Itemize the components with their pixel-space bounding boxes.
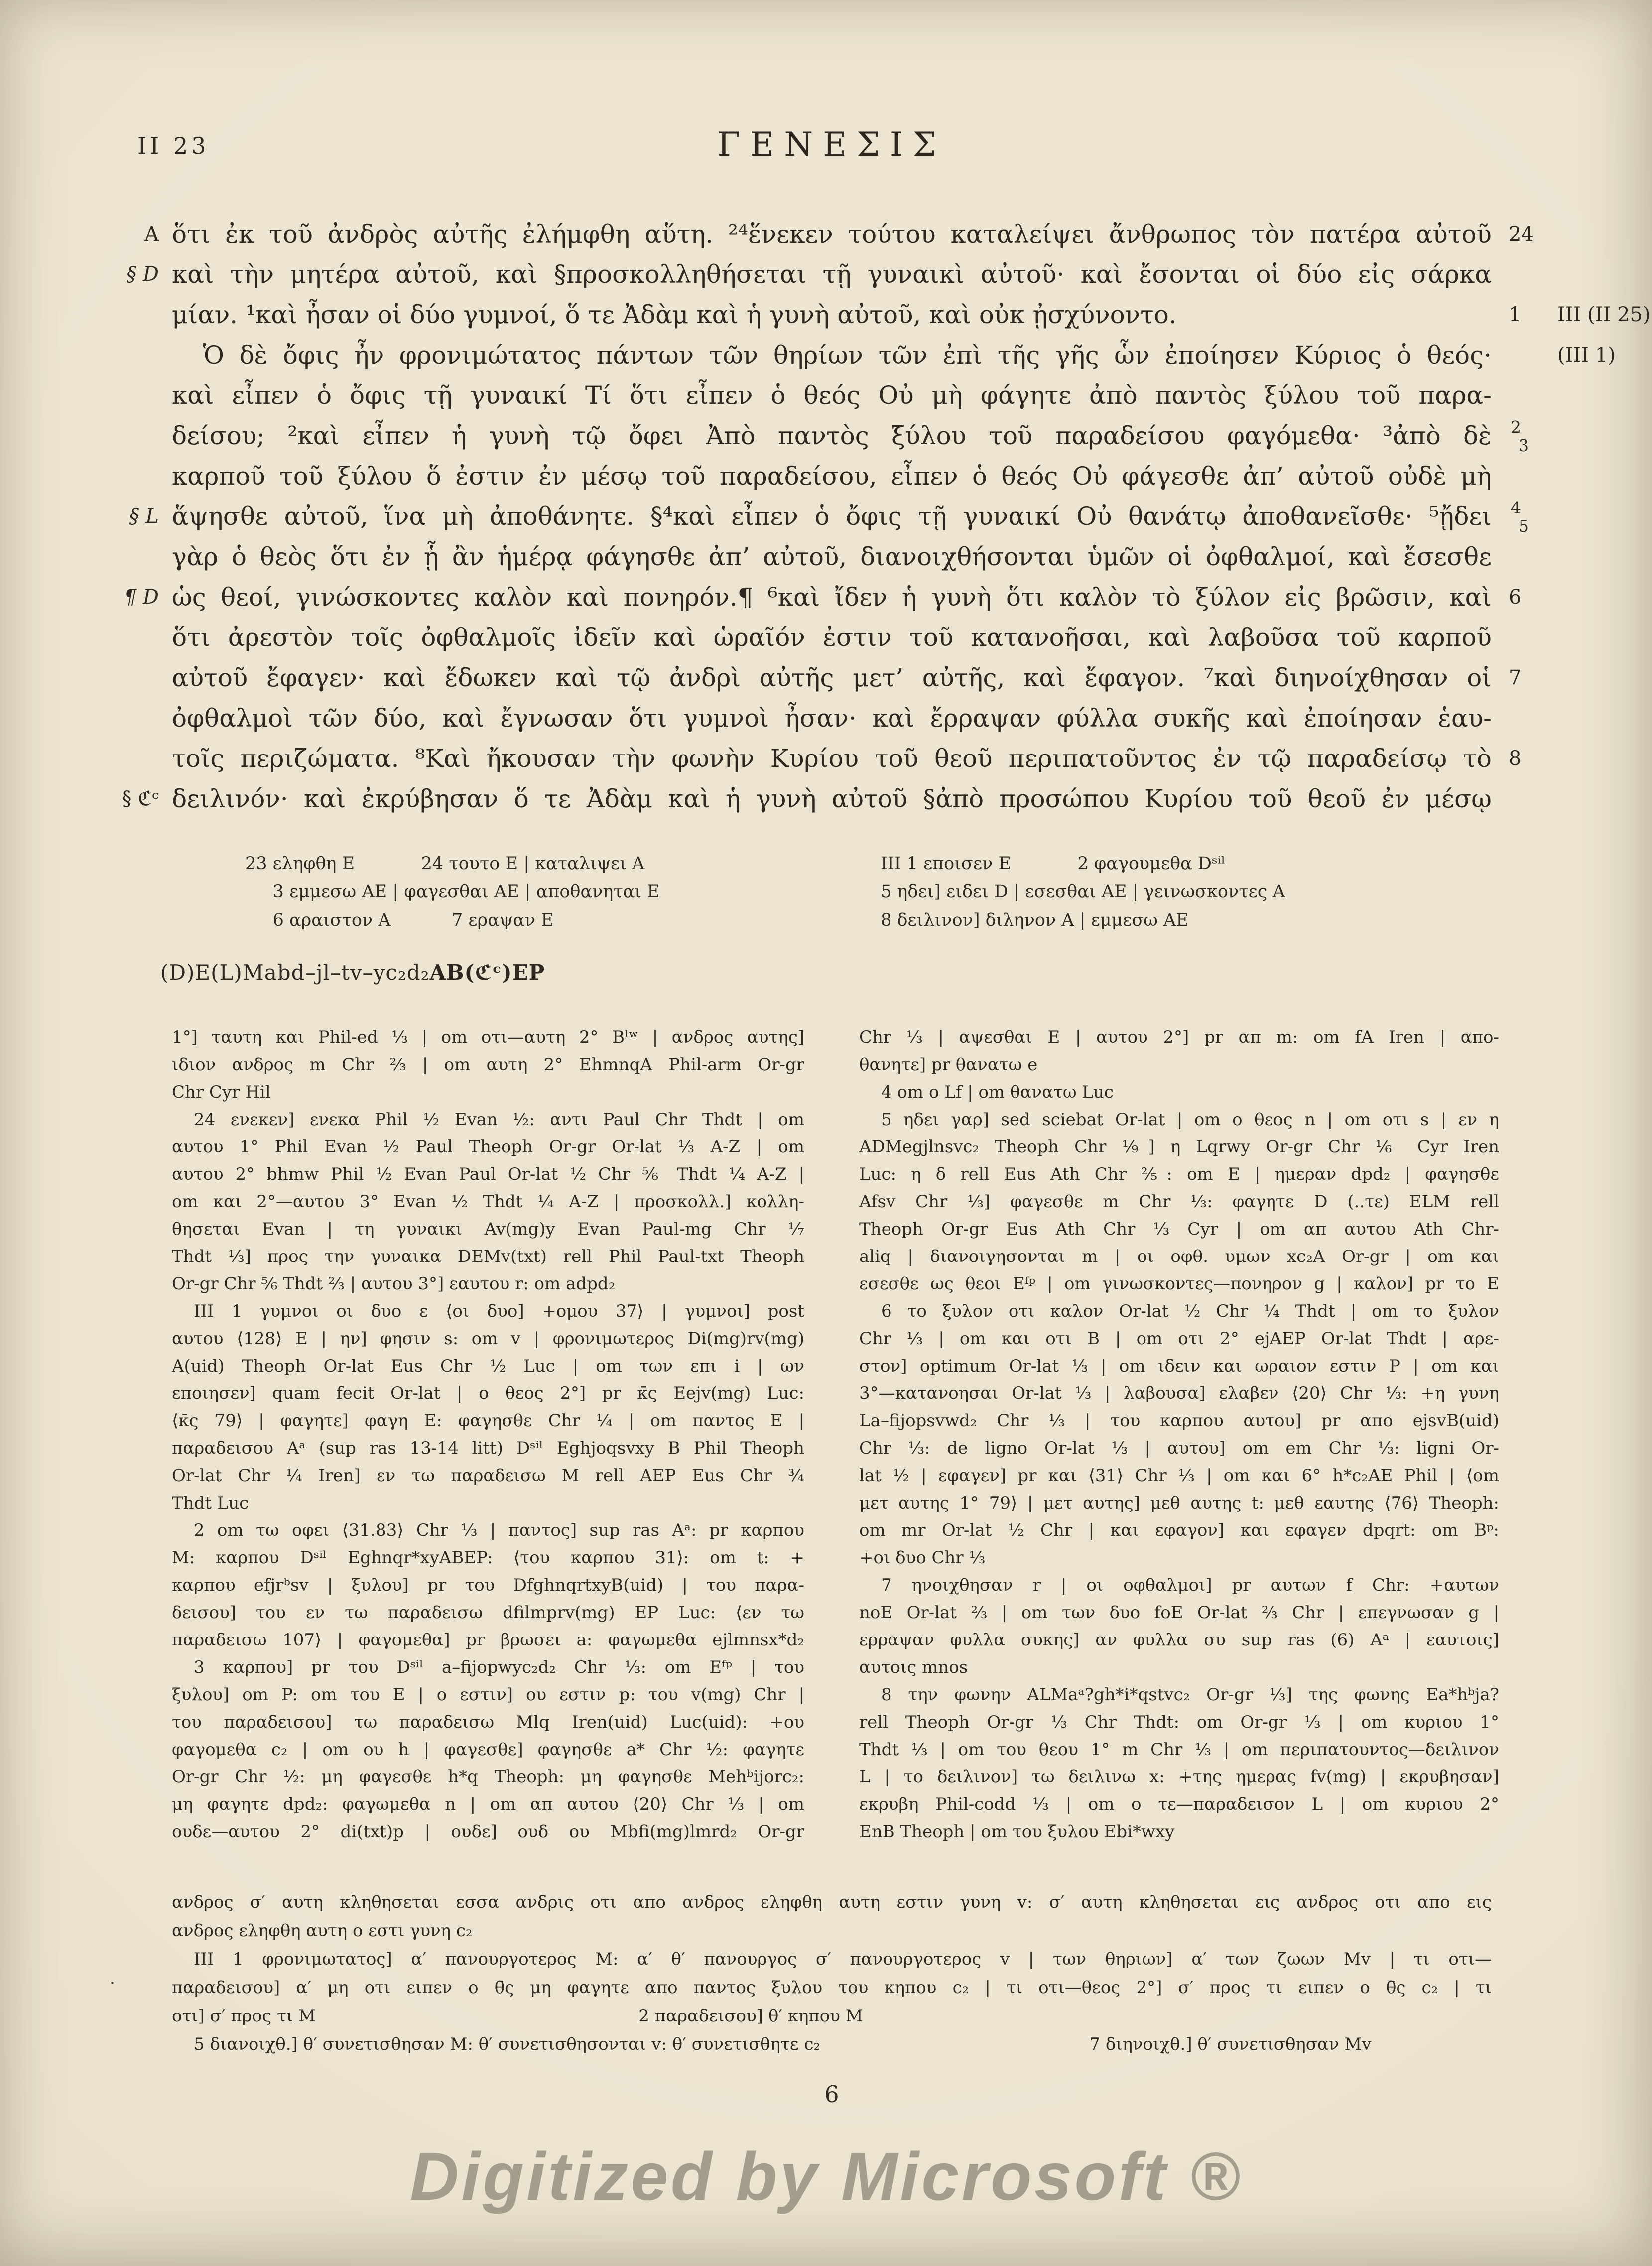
line-text: III 1 εποισεν E 2 φαγουμεθα Dˢⁱˡ: [881, 854, 1226, 874]
line-text: Or-gr Chr ⅚ Thdt ⅔ | αυτου 3°] εαυτου r: om adpd₂: [172, 1274, 616, 1294]
line-text: αυτου 2° bhmw Phil ½ Evan Paul Or-lat ½ Chr ⅚ Thdt ¼ A-Z |: [172, 1164, 804, 1184]
scripture-line: [172, 618, 1492, 658]
line-text: δείσου; ²καὶ εἶπεν ἡ γυνὴ τῷ ὄφει Ἀπὸ παντὸς ξύλου τοῦ παραδείσου φαγόμεθα· ³ἀπὸ δὲ: [172, 421, 1492, 450]
line-text: 3°—κατανοησαι Or-lat ⅓ | λαβουσα] ελαβεν ⟨20⟩ Chr ⅓: +η γυνη: [859, 1384, 1499, 1403]
hexaplaric-note-line: [172, 2030, 1492, 2059]
margin-siglum: § D: [127, 263, 159, 286]
apparatus-line: [859, 1106, 1499, 1133]
apparatus-line: [859, 1818, 1499, 1846]
apparatus-line: [172, 1818, 804, 1846]
apparatus-line: [172, 1133, 804, 1161]
minor-apparatus-left-column: [245, 850, 660, 935]
scripture-line: [172, 416, 1529, 456]
line-text: αυτου ⟨128⟩ E | ην] φησιν s: om v | φρονιμωτερος Di(mg)rv(mg): [172, 1329, 804, 1349]
line-text: 23 εληφθη E 24 τουτο E | καταλιψει A: [245, 854, 645, 874]
hexaplaric-note-line: [172, 1945, 1492, 1974]
line-text: γὰρ ὁ θεὸς ὅτι ἐν ᾗ ἂν ἡμέρᾳ φάγησθε ἀπ’ αὐτοῦ, διανοιχθήσονται ὑμῶν οἱ ὀφθαλμοί, καὶ ἔσεσθε: [172, 542, 1492, 571]
line-text: Thdt ⅓] προς την γυναικα DEMv(txt) rell Phil Paul-txt Theoph: [172, 1247, 804, 1266]
line-text: οτι] σ′ προς τι M 2 παραδεισου] θ′ κηπου M: [172, 2006, 863, 2026]
hexaplaric-note-line: [172, 1974, 1492, 2002]
verse-number: 4 5: [1511, 498, 1529, 536]
scripture-line: [172, 658, 1522, 698]
line-text: εκρυβη Phil-codd ⅓ | om ο τε—παραδεισον L | om κυριου 2°: [859, 1794, 1499, 1814]
scripture-text-block: [122, 214, 1651, 819]
scripture-line: [129, 497, 1529, 537]
line-text: ξυλου] om P: om του E | ο εστιν] ου εστιν p: του v(mg) Chr |: [172, 1685, 804, 1705]
line-text: Thdt ⅓ | om του θεου 1° m Chr ⅓ | om περιπατουντος—δειλινον: [859, 1740, 1499, 1760]
line-text: 4 om ο Lf | om θανατω Luc: [881, 1082, 1114, 1102]
apparatus-line: [172, 1079, 804, 1106]
apparatus-line: [172, 1681, 804, 1709]
line-text: αυτοις mnos: [859, 1657, 968, 1677]
line-text: III 1 φρονιμωτατος] α′ πανουργοτερος M: α′ θ′ πανουργος σ′ πανουργοτερος v | των θηριων] α′ των ζωων Mv | τι οτι—: [194, 1949, 1492, 1969]
line-text: noE Or-lat ⅔ | om των δυο foE Or-lat ⅔ Chr | επεγνωσαν g |: [859, 1603, 1499, 1623]
minor-apparatus-line: [881, 906, 1285, 935]
line-text: A(uid) Theoph Or-lat Eus Chr ½ Luc | om των επι i | ων: [172, 1356, 804, 1376]
line-text: 1°] ταυτη και Phil-ed ⅓ | om οτι—αυτη 2° Bˡʷ | ανδρος αυτης]: [172, 1027, 804, 1047]
witness-sigla-line: [160, 960, 545, 985]
margin-siglum: § ℭᶜ: [122, 787, 159, 810]
apparatus-line: [172, 1572, 804, 1599]
line-text: ανδρος εληφθη αυτη ο εστι γυνη c₂: [172, 1921, 473, 1941]
margin-siglum: § L: [129, 505, 159, 528]
apparatus-line: [859, 1161, 1499, 1188]
line-text: αυτου 1° Phil Evan ½ Paul Theoph Or-gr Or-lat ⅓ A-Z | om: [172, 1137, 804, 1157]
scripture-line: [127, 254, 1492, 295]
line-text: 3 εμμεσω AE | φαγεσθαι AE | αποθανηται E: [245, 882, 660, 902]
line-text: ἅψησθε αὐτοῦ, ἵνα μὴ ἀποθάνητε. §⁴καὶ εἶπεν ὁ ὄφις τῇ γυναικί Οὐ θανάτῳ ἀποθανεῖσθε· ⁵ᾔδει: [172, 502, 1492, 531]
line-text: 24 ενεκεν] ενεκα Phil ½ Evan ½: αντι Paul Chr Thdt | om: [194, 1110, 804, 1130]
scripture-line: [172, 739, 1522, 779]
apparatus-line: [172, 1709, 804, 1736]
page-title: ΓΕΝΕΣΙΣ: [717, 126, 946, 164]
apparatus-line: [172, 1627, 804, 1654]
apparatus-line: [859, 1736, 1499, 1763]
scripture-line: [122, 779, 1492, 819]
apparatus-line: [859, 1654, 1499, 1681]
hexaplaric-note-line: [172, 2002, 1492, 2030]
apparatus-line: [859, 1709, 1499, 1736]
line-text: rell Theoph Or-gr ⅓ Chr Thdt: om Or-gr ⅓ | om κυριου 1°: [859, 1712, 1499, 1732]
line-text: ανδρος σ′ αυτη κληθησεται εσσα ανδρις οτι απο ανδρος εληφθη αυτη εστιν γυνη v: σ′ αυτη κληθησεται εις ανδρος οτι απο εις: [172, 1892, 1492, 1912]
apparatus-line: [859, 1627, 1499, 1654]
apparatus-line: [859, 1407, 1499, 1435]
apparatus-line: [859, 1353, 1499, 1380]
margin-reference: III (II 25): [1557, 303, 1651, 326]
line-text: M: καρπου Dˢⁱˡ Eghnqr*xyABEP: ⟨του καρπου 31⟩: om t: +: [172, 1548, 804, 1568]
apparatus-line: [859, 1462, 1499, 1490]
line-text: θησεται Evan | τη γυναικι Av(mg)y Evan Paul-mg Chr ⅐: [172, 1219, 804, 1239]
apparatus-line: [172, 1051, 804, 1079]
line-text: ⟨κ̄ς 79⟩ | φαγητε] φαγη E: φαγησθε Chr ¼ | om παντος E |: [172, 1411, 804, 1431]
apparatus-line: [172, 1161, 804, 1188]
version-sigla: AB(ℭᶜ)EP: [429, 960, 545, 985]
line-text: L | το δειλινον] τω δειλινω x: +της ημερας fv(mg) | εκρυβησαν]: [859, 1767, 1499, 1787]
apparatus-line: [172, 1599, 804, 1627]
apparatus-line: [859, 1791, 1499, 1818]
line-text: Theoph Or-gr Eus Ath Chr ⅓ Cyr | om απ αυτου Ath Chr-: [859, 1219, 1499, 1239]
page-number: 6: [824, 2081, 839, 2108]
verse-number: 8: [1509, 747, 1522, 770]
line-text: EnB Theoph | om του ξυλου Ebi*wxy: [859, 1822, 1175, 1842]
folio-reference: II 23: [137, 132, 210, 159]
line-text: III 1 γυμνοι οι δυο ε ⟨οι δυο] +ομου 37⟩ | γυμνοι] post: [194, 1301, 804, 1321]
apparatus-line: [172, 1791, 804, 1818]
apparatus-line: [172, 1462, 804, 1490]
apparatus-line: [172, 1325, 804, 1353]
apparatus-line: [859, 1133, 1499, 1161]
apparatus-line: [859, 1325, 1499, 1353]
line-text: om και 2°—αυτου 3° Evan ½ Thdt ¼ A-Z | προσκολλ.] κολλη-: [172, 1192, 804, 1212]
apparatus-line: [172, 1298, 804, 1325]
verse-number: 1: [1509, 303, 1522, 326]
apparatus-line: [172, 1380, 804, 1407]
line-text: θανητε] pr θανατω e: [859, 1055, 1038, 1075]
scripture-line: [172, 698, 1492, 739]
apparatus-line: [859, 1599, 1499, 1627]
line-text: δειλινόν· καὶ ἐκρύβησαν ὅ τε Ἀδὰμ καὶ ἡ γυνὴ αὐτοῦ §ἀπὸ προσώπου Κυρίου τοῦ θεοῦ ἐν μέσῳ: [172, 784, 1492, 813]
apparatus-line: [859, 1681, 1499, 1709]
line-text: καὶ τὴν μητέρα αὐτοῦ, καὶ §προσκολληθήσεται τῇ γυναικὶ αὐτοῦ· καὶ ἔσονται οἱ δύο εἰς σάρκα: [172, 260, 1492, 289]
line-text: Or-lat Chr ¼ Iren] εν τω παραδεισω M rell AEP Eus Chr ¾: [172, 1466, 804, 1486]
apparatus-line: [859, 1544, 1499, 1572]
verse-number: 7: [1509, 666, 1522, 689]
line-text: Chr ⅓: de ligno Or-lat ⅓ | αυτου] om em Chr ⅓: ligni Or-: [859, 1438, 1499, 1458]
apparatus-line: [859, 1079, 1499, 1106]
line-text: ὀφθαλμοὶ τῶν δύο, καὶ ἔγνωσαν ὅτι γυμνοὶ ἦσαν· καὶ ἔρραψαν φύλλα συκῆς καὶ ἐποίησαν ἑαυ-: [172, 704, 1492, 733]
apparatus-line: [859, 1298, 1499, 1325]
verse-number: 24: [1509, 223, 1534, 246]
apparatus-line: [172, 1216, 804, 1243]
line-text: εποιησεν] quam fecit Or-lat | ο θεος 2°] pr κ̄ς Eejv(mg) Luc:: [172, 1384, 804, 1403]
apparatus-line: [859, 1270, 1499, 1298]
apparatus-line: [172, 1243, 804, 1270]
apparatus-line: [859, 1216, 1499, 1243]
line-text: 6 αραιστον A 7 εραψαν E: [245, 910, 554, 930]
line-text: Chr ⅓ | om και οτι B | om οτι 2° ejAEP Or-lat Thdt | αρε-: [859, 1329, 1499, 1349]
scripture-line: [124, 577, 1522, 618]
line-text: εσεσθε ως θεοι Eᶠᵖ | om γινωσκοντες—πονηρον g | καλον] pr το E: [859, 1274, 1499, 1294]
line-text: Chr Cyr Hil: [172, 1082, 271, 1102]
apparatus-line: [172, 1654, 804, 1681]
line-text: μετ αυτης 1° 79⟩ | μετ αυτης] μεθ αυτης t: μεθ εαυτης ⟨76⟩ Theoph:: [859, 1493, 1499, 1513]
apparatus-line: [172, 1490, 804, 1517]
line-text: aliq | διανοιγησονται m | οι οφθ. υμων xc₂A Or-gr | om και: [859, 1247, 1499, 1266]
critical-apparatus-right-column: [859, 1024, 1499, 1846]
apparatus-line: [859, 1243, 1499, 1270]
hexaplaric-notes-block: [172, 1888, 1492, 2059]
apparatus-line: [859, 1188, 1499, 1216]
line-text: μη φαγητε dpd₂: φαγωμεθα n | om απ αυτου ⟨20⟩ Chr ⅓ | om: [172, 1794, 804, 1814]
line-text: 5 ηδει] ειδει D | εσεσθαι AE | γεινωσκοντες A: [881, 882, 1285, 902]
line-text: Afsv Chr ⅓] φαγεσθε m Chr ⅓: φαγητε D (..τε) ELM rell: [859, 1192, 1499, 1212]
line-text: Thdt Luc: [172, 1493, 249, 1513]
scripture-line: [144, 214, 1534, 254]
hexaplaric-note-line: [172, 1917, 1492, 1945]
scripture-line: [172, 335, 1616, 376]
line-text: ADMegjlnsvc₂ Theoph Chr ⅑] η Lqrwy Or-gr Chr ⅙ Cyr Iren: [859, 1137, 1499, 1157]
apparatus-line: [859, 1435, 1499, 1462]
line-text: 3 καρπου] pr του Dˢⁱˡ a–fijopwyc₂d₂ Chr ⅓: om Eᶠᵖ | του: [194, 1657, 804, 1677]
line-text: του παραδεισου] τω παραδεισω Mlq Iren(uid) Luc(uid): +ου: [172, 1712, 804, 1732]
margin-siglum: A: [144, 223, 159, 246]
scripture-line: [172, 456, 1492, 497]
line-text: δεισου] του εν τω παραδεισω dfilmprv(mg) EP Luc: ⟨εν τω: [172, 1603, 804, 1623]
line-text: Luc: η δ rell Eus Ath Chr ⅖: om E | ημεραν dpd₂ | φαγησθε: [859, 1164, 1499, 1184]
line-text: ὡς θεοί, γινώσκοντες καλὸν καὶ πονηρόν.¶ ⁶καὶ ἴδεν ἡ γυνὴ ὅτι καλὸν τὸ ξύλον εἰς βρῶσιν, καὶ: [172, 583, 1492, 612]
verse-number: 2 3: [1511, 417, 1529, 455]
apparatus-line: [172, 1024, 804, 1051]
line-text: τοῖς περιζώματα. ⁸Καὶ ἤκουσαν τὴν φωνὴν Κυρίου τοῦ θεοῦ περιπατοῦντος ἐν τῷ παραδείσῳ τὸ: [172, 744, 1492, 773]
line-text: παραδεισω 107⟩ | φαγομεθα] pr βρωσει a: φαγωμεθα ejlmnsx*d₂: [172, 1630, 804, 1650]
line-text: 2 om τω οφει ⟨31.83⟩ Chr ⅓ | παντος] sup ras Aᵃ: pr καρπου: [194, 1520, 804, 1540]
line-text: om mr Or-lat ½ Chr | και εφαγον] και εφαγεν dpqrt: om Bᵖ:: [859, 1520, 1499, 1540]
verse-number: 6: [1509, 586, 1522, 609]
apparatus-line: [859, 1024, 1499, 1051]
line-text: ὅτι ἐκ τοῦ ἀνδρὸς αὐτῆς ἐλήμφθη αὕτη. ²⁴ἕνεκεν τούτου καταλείψει ἄνθρωπος τὸν πατέρα αὐτοῦ: [172, 220, 1492, 249]
line-text: 5 ηδει γαρ] sed sciebat Or-lat | om ο θεος n | om οτι s | εν η: [881, 1110, 1499, 1130]
margin-mark: ·: [110, 1973, 115, 1993]
minor-apparatus-line: [881, 850, 1285, 878]
line-text: ερραψαν φυλλα συκης] αν φυλλα συ sup ras (6) Aᵃ | εαυτοις]: [859, 1630, 1499, 1650]
line-text: Chr ⅓ | αψεσθαι E | αυτου 2°] pr απ m: om fA Iren | απο-: [859, 1027, 1499, 1047]
line-text: 6 το ξυλον οτι καλον Or-lat ½ Chr ¼ Thdt | om το ξυλον: [881, 1301, 1499, 1321]
margin-siglum: ¶ D: [124, 586, 159, 609]
apparatus-line: [172, 1407, 804, 1435]
apparatus-line: [172, 1544, 804, 1572]
apparatus-line: [859, 1380, 1499, 1407]
minor-apparatus-line: [245, 878, 660, 906]
apparatus-line: [859, 1517, 1499, 1544]
minor-apparatus-line: [245, 906, 660, 935]
minor-apparatus-line: [881, 878, 1285, 906]
minor-apparatus-line: [245, 850, 660, 878]
apparatus-line: [172, 1763, 804, 1791]
line-text: +οι δυο Chr ⅓: [859, 1548, 986, 1568]
line-text: 5 διανοιχθ.] θ′ συνετισθησαν M: θ′ συνετισθησονται v: θ′ συνετισθητε c₂ 7 διηνοιχθ.] θ′ συνετισθησαν Mv: [194, 2034, 1372, 2054]
line-text: αὐτοῦ ἔφαγεν· καὶ ἔδωκεν καὶ τῷ ἀνδρὶ αὐτῆς μετ’ αὐτῆς, καὶ ἔφαγον. ⁷καὶ διηνοίχθησαν οἱ: [172, 663, 1492, 692]
minor-apparatus-right-column: [881, 850, 1285, 935]
line-text: μίαν. ¹καὶ ἦσαν οἱ δύο γυμνοί, ὅ τε Ἀδὰμ καὶ ἡ γυνὴ αὐτοῦ, καὶ οὐκ ᾐσχύνοντο.: [172, 300, 1177, 329]
apparatus-line: [172, 1106, 804, 1133]
line-text: 8 την φωνην ALMaᵃ?gh*i*qstvc₂ Or-gr ⅓] της φωνης Ea*hᵇja?: [881, 1685, 1499, 1705]
line-text: 7 ηνοιχθησαν r | οι οφθαλμοι] pr αυτων f Chr: +αυτων: [881, 1575, 1499, 1595]
apparatus-line: [172, 1517, 804, 1544]
line-text: παραδεισου Aᵃ (sup ras 13-14 litt) Dˢⁱˡ Eghjoqsvxy B Phil Theoph: [172, 1438, 804, 1458]
line-text: παραδεισου] α′ μη οτι ειπεν ο θ̄ς μη φαγητε απο παντος ξυλου του κηπου c₂ | τι οτι—θεος 2°] σ′ προς τι ειπεν ο θ̄ς c₂ | τι: [172, 1978, 1492, 1998]
line-text: καρπου efjrᵇsv | ξυλου] pr του DfghnqrtxyB(uid) | του παρα-: [172, 1575, 804, 1595]
hexaplaric-note-line: [172, 1888, 1492, 1917]
apparatus-line: [859, 1051, 1499, 1079]
line-text: φαγομεθα c₂ | om ου h | φαγεσθε] φαγησθε a* Chr ½: φαγητε: [172, 1740, 804, 1760]
apparatus-line: [172, 1270, 804, 1298]
line-text: Ὁ δὲ ὄφις ἦν φρονιμώτατος πάντων τῶν θηρίων τῶν ἐπὶ τῆς γῆς ὧν ἐποίησεν Κύριος ὁ θεός·: [203, 341, 1492, 370]
line-text: στον] optimum Or-lat ⅓ | om ιδειν και ωραιον εστιν P | om και: [859, 1356, 1499, 1376]
margin-reference: (III 1): [1557, 344, 1616, 367]
line-text: ουδε—αυτου 2° di(txt)p | ουδε] ουδ ου Mbfi(mg)lmrd₂ Or-gr: [172, 1822, 804, 1842]
scripture-line: [172, 376, 1492, 416]
line-text: lat ½ | εφαγεν] pr και ⟨31⟩ Chr ⅓ | om και 6° h*c₂AE Phil | ⟨om: [859, 1466, 1499, 1486]
line-text: ὅτι ἀρεστὸν τοῖς ὀφθαλμοῖς ἰδεῖν καὶ ὡραῖόν ἐστιν τοῦ κατανοῆσαι, καὶ λαβοῦσα τοῦ καρποῦ: [172, 623, 1492, 652]
apparatus-line: [859, 1490, 1499, 1517]
line-text: Or-gr Chr ½: μη φαγεσθε h*q Theoph: μη φαγησθε Mehᵇijorc₂:: [172, 1767, 804, 1787]
apparatus-line: [859, 1572, 1499, 1599]
line-text: καρποῦ τοῦ ξύλου ὅ ἐστιν ἐν μέσῳ τοῦ παραδείσου, εἶπεν ὁ θεός Οὐ φάγεσθε ἀπ’ αὐτοῦ οὐδὲ μὴ: [172, 462, 1492, 491]
apparatus-line: [172, 1188, 804, 1216]
line-text: La–fijopsvwd₂ Chr ⅓ | του καρπου αυτου] pr απο ejsvB(uid): [859, 1411, 1499, 1431]
apparatus-line: [859, 1763, 1499, 1791]
critical-apparatus-left-column: [172, 1024, 804, 1846]
apparatus-line: [172, 1736, 804, 1763]
scripture-line: [172, 537, 1492, 577]
digitization-watermark: Digitized by Microsoft ®: [410, 2139, 1242, 2214]
line-text: καὶ εἶπεν ὁ ὄφις τῇ γυναικί Τί ὅτι εἶπεν ὁ θεός Οὐ μὴ φάγητε ἀπὸ παντὸς ξύλου τοῦ παρα-: [172, 381, 1492, 410]
manuscript-sigla: (D)E(L)Mabd–jl–tv–yc₂d₂: [160, 960, 430, 985]
apparatus-line: [172, 1435, 804, 1462]
apparatus-line: [172, 1353, 804, 1380]
line-text: ιδιον ανδρος m Chr ⅔ | om αυτη 2° EhmnqA Phil-arm Or-gr: [172, 1055, 804, 1075]
scripture-line: [172, 295, 1651, 335]
line-text: 8 δειλινον] διληνον A | εμμεσω AE: [881, 910, 1189, 930]
